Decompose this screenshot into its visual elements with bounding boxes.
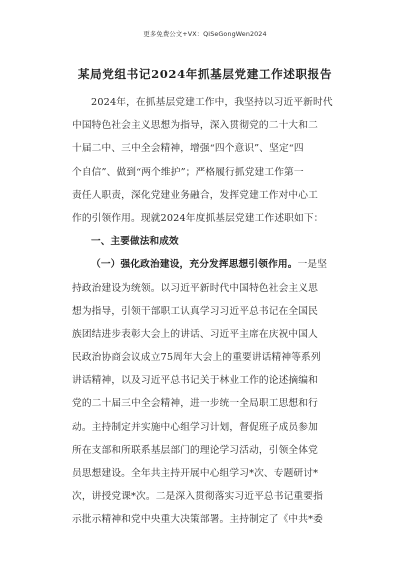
paragraph-line: 持政治建设为统领。以习近平新时代中国特色社会主义思 [72, 282, 318, 294]
paragraph-line: 讲话精神，以及习近平总书记关于林业工作的论述摘编和 [72, 375, 318, 387]
paragraph-line: 想为指导，引领干部职工认真学习习近平总书记在全国民 [72, 305, 318, 317]
paragraph-line: 作的引领作用。现就2024年度抓基层党建工作述职如下： [72, 212, 324, 224]
section-heading: 一、主要做法和成效 [91, 236, 179, 248]
paragraph-line: 个自信”、做到“两个维护”；严格履行抓党建工作第一 [72, 166, 304, 178]
paragraph-line: 员思想建设。全年共主持开展中心组学习*次、专题研讨* [72, 468, 319, 479]
subsection-lead-tail: 一是坚 [297, 259, 328, 271]
paragraph-line: 民政治协商会议成立75周年大会上的重要讲话精神等系列 [72, 352, 321, 364]
document-title: 某局党组书记2024年抓基层党建工作述职报告 [77, 67, 333, 81]
paragraph-line: 十届二中、三中全会精神，增强“四个意识”、坚定“四 [72, 143, 304, 155]
subsection-heading: （一）强化政治建设，充分发挥思想引领作用。 [91, 259, 298, 271]
paragraph-line: 2024年，在抓基层党建工作中，我坚持以习近平新时代 [91, 97, 333, 108]
paragraph-line: 次，讲授党课*次。二是深入贯彻落实习近平总书记重要指 [72, 491, 323, 503]
paragraph-line: 所在支部和所联系基层部门的理论学习活动，引领全体党 [72, 444, 318, 456]
subsection-lead-line [72, 253, 350, 276]
document-body [72, 91, 350, 532]
paragraph-line: 党的二十届三中全会精神，进一步统一全局职工思想和行 [72, 398, 318, 410]
paragraph-line: 示批示精神和党中央重大决策部署。主持制定了《中共*委 [72, 514, 323, 526]
paragraph-line: 族团结进步表彰大会上的讲话、习近平主席在庆祝中国人 [72, 328, 318, 340]
paragraph-line: 中国特色社会主义思想为指导，深入贯彻党的二十大和二 [72, 120, 318, 132]
watermark-text: 更多免费公文+VX：QiSeGongWen2024 [143, 30, 267, 38]
paragraph-line: 责任人职责，深化党建业务融合，发挥党建工作对中心工 [72, 189, 318, 201]
paragraph-line: 动。主持制定并实施中心组学习计划，督促班子成员参加 [72, 421, 318, 433]
